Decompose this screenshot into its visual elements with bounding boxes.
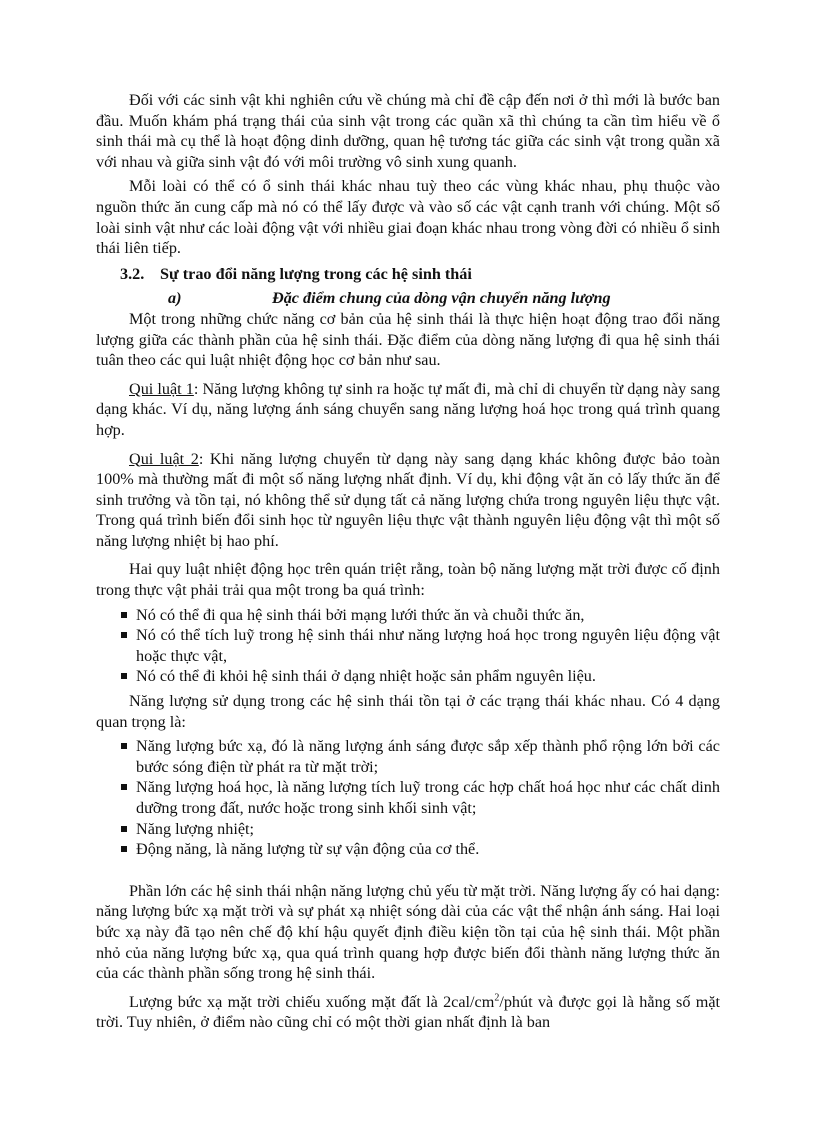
subsection-heading <box>96 288 720 309</box>
rule-2-label: Qui luật 2 <box>129 449 199 468</box>
paragraph-rule-1 <box>96 379 720 441</box>
paragraph-niche-intro: Đối với các sinh vật khi nghiên cứu về chúng mà chỉ đề cập đến nơi ở thì mới là bước ban đầu. Muốn khám phá trạng thái của sinh vật trong các quần xã thì chúng ta cần tìm hiểu về ổ sinh thái mà cụ thể là hoạt động dinh dưỡng, quan hệ tương tác giữa các sinh vật trong quần xã với nhau và giữa sinh vật đó với môi trường vô sinh xung quanh. <box>96 91 720 171</box>
bullet-square-icon <box>121 632 127 638</box>
bullet-square-icon <box>121 612 127 618</box>
bullet-square-icon <box>121 673 127 679</box>
paragraph-thermodynamics: Hai quy luật nhiệt động học trên quán triệt rằng, toàn bộ năng lượng mặt trời được cố định trong thực vật phải trải qua một trong ba quá trình: <box>96 560 720 600</box>
subsection-title: Đặc điểm chung của dòng vận chuyển năng lượng <box>272 289 611 308</box>
list-item: Năng lượng nhiệt; <box>96 819 720 840</box>
paragraph-rule-2 <box>96 449 720 552</box>
rule-1-text: : Năng lượng không tự sinh ra hoặc tự mất đi, mà chỉ di chuyển từ dạng này sang dạng khác. Ví dụ, năng lượng ánh sáng chuyển sang năng lượng hoá học trong quá trình quang hợp. <box>96 379 720 439</box>
section-number: 3.2. <box>120 264 145 283</box>
list-item: Nó có thể tích luỹ trong hệ sinh thái như năng lượng hoá học trong nguyên liệu động vật hoặc thực vật, <box>96 625 720 666</box>
paragraph-energy-exchange: Một trong những chức năng cơ bản của hệ sinh thái là thực hiện hoạt động trao đổi năng lượng giữa các thành phần của hệ sinh thái. Đặc điểm của dòng năng lượng đi qua hệ sinh thái tuân theo các qui luật nhiệt động học cơ bản như sau. <box>96 309 720 370</box>
bullet-square-icon <box>121 846 127 852</box>
bullet-square-icon <box>121 743 127 749</box>
bullet-square-icon <box>121 826 127 832</box>
subsection-letter: a) <box>168 289 182 308</box>
rule-2-text: : Khi năng lượng chuyển từ dạng này sang dạng khác không được bảo toàn 100% mà thường mất đi một số năng lượng nhất định. Ví dụ, khi động vật ăn cỏ lấy thức ăn để sinh trưởng và tồn tại, nó không thể sử dụng tất cả năng lượng chứa trong nguyên liệu thực vật. Trong quá trình biến đổi sinh học từ nguyên liệu thực vật thành nguyên liệu động vật thì một số năng lượng nhiệt bị hao phí. <box>96 449 720 550</box>
paragraph-energy-forms: Năng lượng sử dụng trong các hệ sinh thái tồn tại ở các trạng thái khác nhau. Có 4 dạng quan trọng là: <box>96 692 720 731</box>
rule-1-label: Qui luật 1 <box>129 379 194 398</box>
list-item: Năng lượng hoá học, là năng lượng tích luỹ trong các hợp chất hoá học như các chất dinh dưỡng trong đất, nước hoặc trong sinh khối sinh vật; <box>96 777 720 818</box>
list-item: Nó có thể đi qua hệ sinh thái bởi mạng lưới thức ăn và chuỗi thức ăn, <box>96 605 720 626</box>
bullet-square-icon <box>121 784 127 790</box>
list-item: Nó có thể đi khỏi hệ sinh thái ở dạng nhiệt hoặc sản phẩm nguyên liệu. <box>96 666 720 687</box>
section-heading <box>96 264 720 285</box>
document-page <box>96 90 720 1033</box>
section-title: Sự trao đổi năng lượng trong các hệ sinh thái <box>160 264 472 283</box>
energy-paths-list <box>96 605 720 687</box>
paragraph-solar-energy: Phần lớn các hệ sinh thái nhận năng lượng chủ yếu từ mặt trời. Năng lượng ấy có hai dạng: năng lượng bức xạ mặt trời và sự phát xạ nhiệt sóng dài của các vật thể nhận ánh sáng. Hai loại bức xạ này đã tạo nên chế độ khí hậu quyết định điều kiện tồn tại của hệ sinh thái. Một phần nhỏ của năng lượng bức xạ, qua quá trình quang hợp được biến đổi thành năng lượng thức ăn của các thành phần sống trong hệ sinh thái. <box>96 881 720 983</box>
superscript-two: 2 <box>494 992 500 1004</box>
energy-forms-list <box>96 736 720 860</box>
list-item: Động năng, là năng lượng từ sự vận động của cơ thể. <box>96 839 720 860</box>
paragraph-niche-variation: Mỗi loài có thể có ổ sinh thái khác nhau tuỳ theo các vùng khác nhau, phụ thuộc vào nguồn thức ăn cung cấp mà nó có thể lấy được và vào số các vật cạnh tranh với chúng. Một số loài sinh vật như các loài động vật với nhiều giai đoạn khác nhau trong vòng đời có nhiều ổ sinh thái liên tiếp. <box>96 177 720 258</box>
paragraph-solar-constant: Lượng bức xạ mặt trời chiếu xuống mặt đất là $2cal/cm^2$/phút và được gọi là hằng số mặt trời. Tuy nhiên, ở điểm nào cũng chỉ có một thời gian nhất định là ban <box>96 992 721 1032</box>
list-item: Năng lượng bức xạ, đó là năng lượng ánh sáng được sắp xếp thành phổ rộng lớn bởi các bước sóng điện từ phát ra từ mặt trời; <box>96 736 720 777</box>
